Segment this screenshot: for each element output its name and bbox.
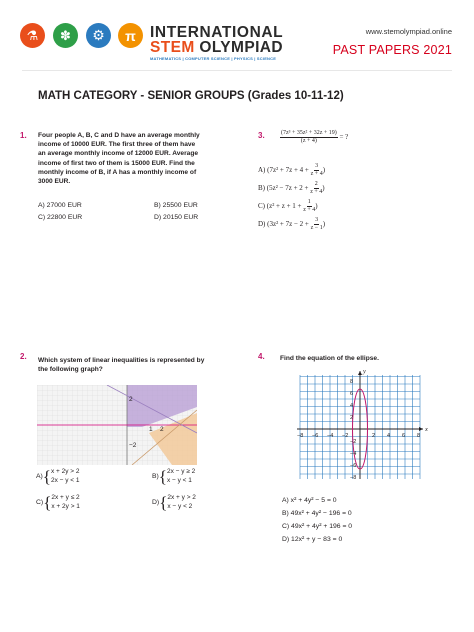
y-axis-arrow-icon [358,371,362,375]
y-tick-label: 6 [350,391,354,397]
y-tick-label: −6 [350,463,357,469]
question-1-line: an average monthly income of 12000 EUR. Average [38,150,199,158]
gear-icon: ⚙ [86,23,111,48]
question-1-line: income of first two of them is 15000 EUR. Find the [38,159,195,167]
question-3-option-c[interactable]: C) (z² + z + 1 + $\frac{1}{z + 4}$ ) [258,199,318,213]
y-tick-label: 8 [350,379,354,385]
question-2-option-c[interactable]: C) { 2x + y ≤ 2 x + 2y > 1 [36,493,80,512]
y-axis-label: y [363,368,366,375]
atom-icon: ✽ [53,23,78,48]
website-link[interactable]: www.stemolympiad.online [365,27,452,36]
question-1-line: 3000 EUR. [38,178,71,186]
y-tick-label: 2 [350,415,354,421]
question-4-text: Find the equation of the ellipse. [280,355,379,362]
question-4-option-a[interactable]: A) x² + 4y² − 5 = 0 [282,497,337,504]
question-3-fraction: $\frac{\text{(7z³ + 35z² + 32z + 19)}}{(z + 4)}$ [281,130,337,144]
question-2-text [38,356,238,374]
x-tick-label: 8 [417,433,421,439]
inequality-graph [37,385,197,465]
y-tick-label: −2 [350,439,357,445]
ellipse-graph [285,365,435,483]
question-3-option-a[interactable]: A) (7z² + 7z + 4 + $\frac{3}{z + 4}$ ) [258,163,326,177]
question-3-number: 3. [258,131,265,140]
brand-stem: STEM [150,39,195,56]
question-2-option-a[interactable]: A) { x + 2y > 2 2x − y < 1 [36,467,80,486]
question-1-option-a[interactable]: A) 27000 EUR [38,202,82,209]
y-tick-label: −4 [350,451,357,457]
x-tick-label: 6 [402,433,406,439]
brand-line1: INTERNATIONAL [150,24,284,41]
question-1-line: income of 10000 EUR. The first three of them have [38,141,196,149]
x-tick-labels [297,433,420,439]
flask-icon: ⚗ [20,23,45,48]
question-3-option-b[interactable]: B) (5z² − 7z + 2 + $\frac{2}{z + 4}$ ) [258,181,325,195]
x-axis-arrow-icon [419,427,423,431]
brand-olympiad: OLYMPIAD [194,39,283,56]
question-1-option-b[interactable]: B) 25500 EUR [154,202,198,209]
question-3-option-d[interactable]: D) (3z² + 7z − 2 + $\frac{3}{z - 1}$ ) [258,217,326,231]
graph-label-y-top: 2 [129,396,133,403]
brand-tagline: MATHEMATICS | COMPUTER SCIENCE | PHYSICS | SCIENCE [150,56,277,61]
y-tick-labels [350,379,356,481]
x-tick-label: −6 [312,433,319,439]
question-2-line: Which system of linear inequalities is represented by [38,357,205,364]
graph-label-x-1: 1 [149,426,153,433]
question-2-number: 2. [20,352,27,361]
x-tick-label: 2 [372,433,376,439]
x-axis-label: x [425,426,428,433]
question-4-option-d[interactable]: D) 12x² + y − 83 = 0 [282,536,343,543]
question-2-option-b[interactable]: B) { 2x − y ≥ 2 x − y < 1 [152,467,196,486]
question-4-number: 4. [258,352,265,361]
x-tick-label: −4 [327,433,334,439]
question-3-expression: $\frac{\text{(7z³ + 35z² + 32z + 19)}}{(z + 4)}$ = ? [281,130,349,144]
y-tick-label: 4 [350,403,354,409]
x-tick-label: −2 [342,433,349,439]
question-1-text [38,131,238,186]
graph-label-x-2: 2 [160,426,164,433]
page-title: MATH CATEGORY - SENIOR GROUPS (Grades 10-11-12) [38,90,344,102]
question-1-option-c[interactable]: C) 22800 EUR [38,214,83,221]
question-1-number: 1. [20,131,27,140]
question-2-option-d[interactable]: D) { 2x + y > 2 x − y < 2 [152,493,196,512]
question-1-line: monthly income of B, if A has a monthly income of [38,168,197,176]
question-1-line: Four people A, B, C and D have an average monthly [38,132,200,139]
question-1-option-d[interactable]: D) 20150 EUR [154,214,199,221]
question-4-option-c[interactable]: C) 49x² + 4y² + 196 = 0 [282,523,353,530]
question-4-option-b[interactable]: B) 49x² + 4y² − 196 = 0 [282,510,352,517]
y-tick-label: −8 [350,475,357,481]
question-2-line: the following graph? [38,366,103,374]
graph-label-y-bottom: −2 [129,442,137,449]
x-tick-label: −8 [297,433,304,439]
past-papers-label: PAST PAPERS 2021 [332,43,452,57]
header-divider [22,70,452,71]
pi-icon: π [118,23,143,48]
x-tick-label: 4 [387,433,391,439]
brand-line2 [150,39,283,57]
